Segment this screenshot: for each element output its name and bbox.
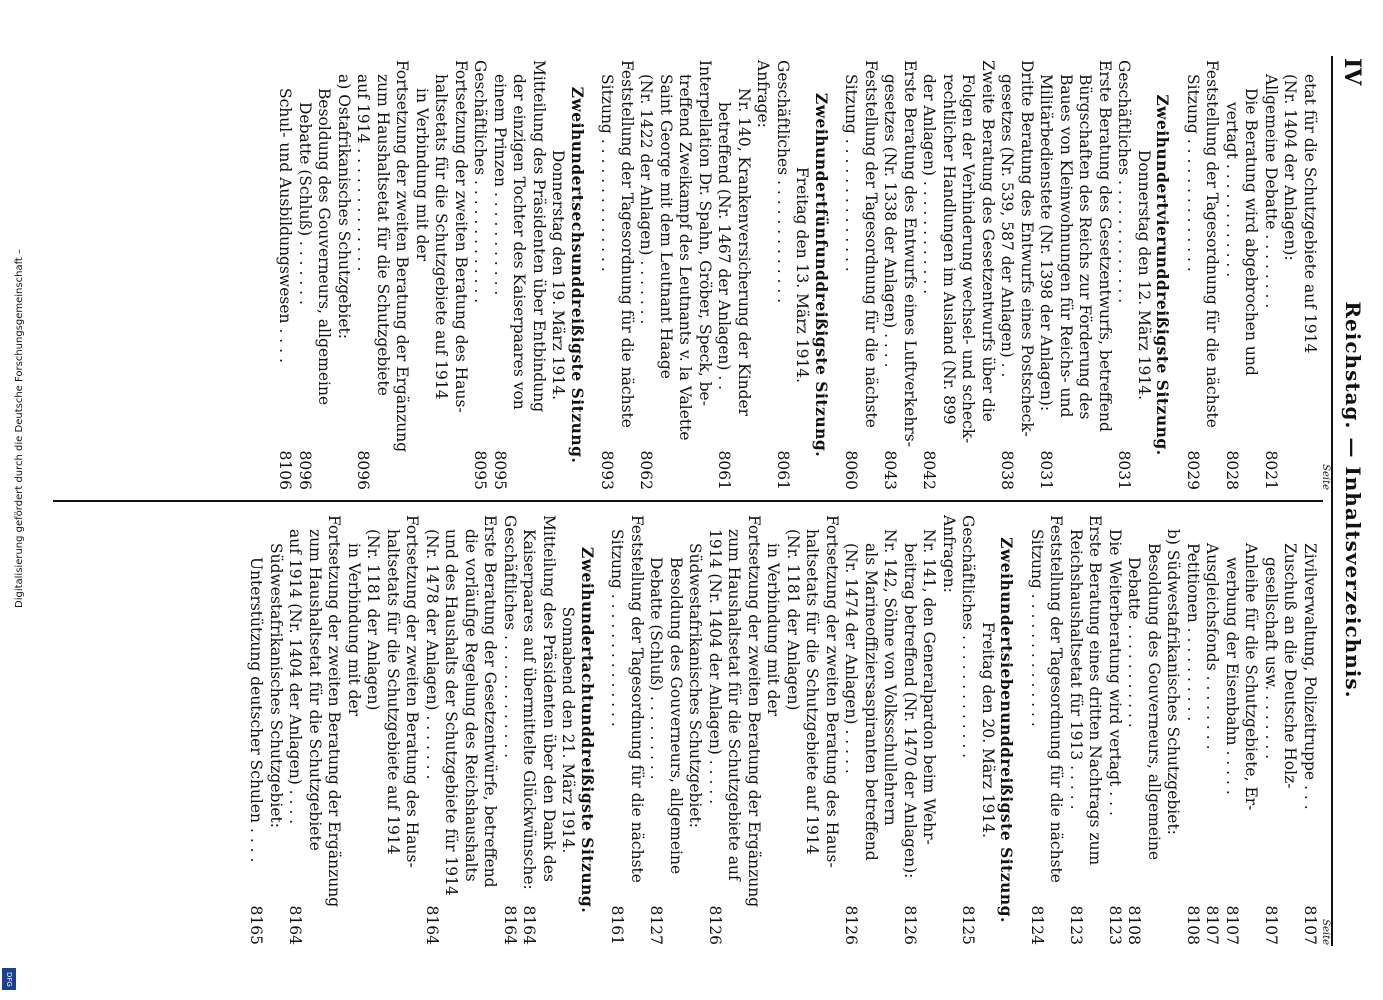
entry-text: Mitteilung des Präsidenten über den Dank des: [540, 515, 558, 882]
entry-text: Feststellung der Tagesordnung für die nächste: [1047, 515, 1066, 883]
page-ref: 8126: [901, 905, 919, 945]
page-ref: 8042: [920, 450, 939, 490]
entry-text: Sitzung . . . . . . . . . . . . . .: [598, 74, 617, 272]
entry-text: Nr. 141, den Generalpardon beim Wehr-: [920, 529, 939, 845]
entry-text: Fortsetzung der zweiten Beratung des Haus-: [823, 515, 841, 868]
entry-text: betreffend (Nr. 1467 der Anlagen) . .: [715, 102, 734, 391]
entry-text: in Verbindung mit der: [413, 88, 431, 262]
session-date: Sonnabend den 21. März 1914.: [559, 606, 578, 854]
toc-entry: [412, 60, 432, 490]
toc-entry: [1222, 60, 1242, 490]
entry-text: Allgemeine Debatte . . . . . . . .: [1262, 74, 1280, 309]
toc-entry: [363, 515, 383, 945]
toc-entry: [275, 60, 295, 490]
entry-text: Feststellung der Tagesordnung für die nächste: [1203, 60, 1222, 428]
page-ref: 8096: [296, 450, 314, 490]
page-ref: 8038: [998, 450, 1017, 490]
toc-entry: [373, 60, 393, 490]
entry-text: Fortsetzung der zweiten Beratung des Haus-: [452, 60, 470, 413]
page-ref: 8043: [881, 450, 900, 490]
page-ref: 8127: [647, 905, 666, 945]
toc-entry: [656, 60, 676, 490]
toc-entry: [1105, 515, 1125, 945]
toc-entry: [1300, 60, 1320, 490]
page-ref: 8126: [842, 905, 861, 945]
toc-entry: [617, 60, 637, 490]
entry-text: Baues von Kleinwohnungen für Reichs- und: [1057, 74, 1075, 418]
entry-text: Erste Beratung des Gesetzentwurfs, betreffend: [1096, 60, 1114, 432]
toc-entry: [353, 60, 373, 490]
page-ref: 8061: [715, 450, 734, 490]
entry-text: vertagt . . . . . . . . . . . .: [1223, 102, 1241, 278]
entry-text: Schul- und Ausbildungswesen . . . .: [276, 88, 295, 363]
entry-text: Sitzung . . . . . . . . . . . . . .: [842, 74, 861, 272]
entry-text: Geschäftliches . . . . . . . . . . . . .: [1115, 60, 1134, 304]
toc-entry: [900, 515, 920, 945]
seite-label: Seite: [1320, 464, 1331, 490]
toc-entry: [802, 515, 822, 945]
toc-entry: [1124, 515, 1144, 945]
entry-text: zum Haushaltsetat für die Schutzgebiete: [306, 529, 324, 851]
entry-text: Geschäftliches . . . . . . . . . . . . .: [471, 60, 490, 304]
session-date: Freitag den 13. März 1914.: [793, 166, 812, 384]
entry-text: Debatte (Schluß) . . . . . . .: [296, 102, 314, 305]
column-divider: [53, 500, 1323, 502]
entry-text: Anleihe für die Schutzgebiete, Er-: [1242, 543, 1261, 811]
toc-entry: [666, 515, 686, 945]
toc-entry: [861, 515, 881, 945]
page-ref: 8107: [1223, 905, 1241, 945]
toc-entry: [773, 60, 793, 490]
toc-entry: [783, 515, 803, 945]
toc-entry: [1017, 60, 1037, 490]
toc-entry: [1280, 515, 1300, 945]
toc-entry: [295, 60, 315, 490]
entry-text: die vorläufige Regelung des Reichshaushalts: [462, 529, 480, 882]
toc-entry: [919, 515, 939, 945]
page-ref: 8108: [1125, 905, 1144, 945]
toc-entry: [607, 515, 627, 945]
toc-entry: [744, 515, 764, 945]
entry-text: der einzigen Tochter des Kaiserpaares von: [510, 74, 529, 410]
entry-text: Dritte Beratung des Entwurfs eines Postscheck-: [1018, 60, 1036, 437]
page-ref: 8107: [1203, 905, 1222, 945]
page-ref: 8126: [706, 905, 724, 945]
toc-entry: [646, 515, 666, 945]
toc-entry: [597, 60, 617, 490]
entry-text: haltsetats für die Schutzgebiete auf 1914: [803, 529, 822, 855]
toc-entry: [841, 515, 861, 945]
entry-text: Fortsetzung der zweiten Beratung des Haus-: [403, 515, 422, 868]
entry-text: Feststellung der Tagesordnung für die nächste: [618, 60, 636, 428]
toc-entry: [714, 60, 734, 490]
toc-entry: [1075, 60, 1095, 490]
toc-entry: [919, 60, 939, 490]
toc-entry: [1261, 60, 1281, 490]
toc-entry: [1085, 515, 1105, 945]
toc-entry: [627, 515, 647, 945]
toc-entry: [324, 515, 344, 945]
toc-entry: [314, 60, 334, 490]
session-date: Donnerstag den 19. März 1914.: [549, 149, 568, 401]
toc-entry: [461, 515, 481, 945]
page-ref: 8107: [1301, 905, 1319, 945]
toc-entry: [1300, 515, 1320, 945]
toc-entry: [724, 515, 744, 945]
toc-entry: [900, 60, 920, 490]
toc-entry: [1056, 60, 1076, 490]
session-heading: Zweihundertvierunddreißigste Sitzung.: [1153, 94, 1173, 456]
entry-text: der Anlagen) . . . . . . . . . . . .: [920, 74, 939, 295]
entry-text: Zivilverwaltung, Polizeitruppe . . .: [1301, 543, 1319, 810]
entry-text: (Nr. 1474 der Anlagen) . . . . .: [842, 543, 861, 774]
toc-entry: [539, 515, 559, 945]
credit-text: Digitalisierung gefördert durch die Deutsche Forschungsgemeinschaft –: [14, 248, 25, 608]
session-date: Freitag den 20. März 1914.: [979, 621, 997, 839]
entry-text: Südwestafrikanisches Schutzgebiet:: [686, 543, 705, 828]
entry-text: Folgen der Verhinderung wechsel- und scheck-: [959, 74, 978, 444]
entry-text: Debatte . . . . . . . . . . .: [1125, 557, 1144, 728]
toc-entry: [1261, 515, 1281, 945]
session-heading: Zweihundertsechsunddreißigste Sitzung.: [568, 86, 587, 464]
entry-text: Besoldung des Gouverneurs, allgemeine: [1145, 543, 1163, 861]
page-ref: 8021: [1262, 450, 1280, 490]
page-ref: 8108: [1184, 905, 1202, 945]
toc-entry: [1095, 60, 1115, 490]
toc-entry: [500, 515, 520, 945]
entry-text: Geschäftliches . . . . . . . . . . . . .: [774, 60, 792, 304]
entry-text: Bürgschaften des Reichs zur Förderung des: [1076, 74, 1095, 420]
left-column: [275, 60, 1331, 490]
toc-entry: [958, 60, 978, 490]
toc-entry: [1066, 515, 1086, 945]
entry-text: Erste Beratung eines dritten Nachtrags zum: [1086, 515, 1105, 866]
entry-text: Sitzung . . . . . . . . . . . . . .: [1028, 529, 1046, 727]
toc-entry: [1202, 515, 1222, 945]
entry-text: gesellschaft usw. . . . . . . .: [1262, 557, 1280, 760]
entry-text: haltsetats für die Schutzgebiete auf 1914: [432, 74, 451, 400]
entry-text: Nr. 140, Krankenversicherung der Kinder: [735, 88, 753, 417]
entry-text: Mitteilung des Präsidenten über Entbindung: [530, 60, 548, 413]
entry-text: Feststellung der Tagesordnung für die nächste: [628, 515, 646, 883]
entry-text: Ausgleichsfonds . . . . . . . .: [1203, 543, 1222, 750]
entry-text: Anfrage:: [754, 60, 773, 128]
page-number: IV: [1339, 58, 1365, 86]
toc-entry: [383, 515, 403, 945]
page-ref: 8093: [598, 450, 617, 490]
entry-text: Die Beratung wird abgebrochen und: [1242, 88, 1261, 376]
entry-text: Fortsetzung der zweiten Beratung der Ergänzung: [325, 515, 344, 908]
toc-entry: [490, 60, 510, 490]
entry-text: als Marineoffiziersaspiranten betreffend: [862, 543, 880, 861]
entry-text: werbung der Eisenbahn . . . . .: [1223, 557, 1241, 795]
page-ref: 8123: [1067, 905, 1085, 945]
entry-text: Geschäftliches . . . . . . . . . . . . .: [959, 515, 978, 759]
entry-text: Die Weiterberatung wird vertagt . . .: [1106, 529, 1124, 816]
entry-text: Besoldung des Gouverneurs, allgemeine: [667, 557, 685, 875]
page-ref: 8164: [423, 905, 441, 945]
page-ref: 8060: [842, 450, 861, 490]
entry-text: treffend Zweikampf des Leutnants v. la Valette: [676, 74, 695, 441]
digitization-credit: [0, 0, 25, 1000]
entry-text: einem Prinzen . . . . . . . . . . .: [491, 74, 509, 296]
toc-entry: [402, 515, 422, 945]
toc-entry: [1144, 515, 1164, 945]
entry-text: Besoldung des Gouverneurs, allgemeine: [315, 88, 334, 406]
toc-entry: [431, 60, 451, 490]
toc-entry: [305, 515, 325, 945]
session-heading: Zweihundertfünfunddreißigste Sitzung.: [812, 92, 831, 458]
session-heading: Zweihundertachtunddreißigste Sitzung.: [578, 546, 597, 914]
entry-text: Petitionen . . . . . . . . . .: [1184, 543, 1202, 722]
toc-entry: [519, 515, 539, 945]
entry-text: Geschäftliches . . . . . . . . . . . . .: [501, 515, 519, 759]
toc-entry: [285, 515, 305, 945]
entry-text: a) Ostafrikanisches Schutzgebiet:: [335, 74, 353, 339]
entry-text: haltsetats für die Schutzgebiete auf 1914: [384, 529, 402, 855]
toc-entry: [1183, 515, 1203, 945]
page-ref: 8106: [276, 450, 295, 490]
toc-entry: [939, 60, 959, 490]
toc-entry: [470, 60, 490, 490]
toc-entry: [861, 60, 881, 490]
toc-entry: [334, 60, 354, 490]
page-ref: 8061: [774, 450, 792, 490]
entry-text: Zweite Beratung des Gesetzentwurfs über die: [979, 60, 997, 422]
entry-text: Debatte (Schluß) . . . . . . . . .: [647, 557, 666, 780]
page-ref: 8029: [1184, 450, 1202, 490]
entry-text: Reichshaushaltsetat für 1913 . . . . .: [1067, 529, 1085, 810]
entry-text: zum Haushaltsetat für die Schutzgebiete: [374, 74, 392, 396]
toc-entry: [841, 60, 861, 490]
entry-text: (Nr. 1404 der Anlagen):: [1281, 74, 1300, 261]
entry-text: und des Haushalts der Schutzgebiete für 1914: [442, 529, 461, 896]
entry-text: (Nr. 1478 der Anlagen) . . . . . . .: [423, 529, 441, 780]
entry-text: in Verbindung mit der: [345, 543, 363, 717]
toc-entry: [958, 515, 978, 945]
toc-entry: [1280, 60, 1300, 490]
toc-entry: [695, 60, 715, 490]
entry-text: etat für die Schutzgebiete auf 1914: [1301, 74, 1319, 354]
entry-text: gesetzes (Nr. 1338 der Anlagen) . . . .: [881, 74, 900, 368]
entry-text: beitrag betreffend (Nr. 1470 der Anlagen):: [901, 543, 919, 879]
entry-text: zum Haushaltsetat für die Schutzgebiete auf: [725, 529, 744, 881]
entry-text: Kaiserpaares auf übermittelte Glückwünsche:: [520, 529, 539, 890]
page-ref: 8165: [247, 905, 266, 945]
page-ref: 8125: [959, 905, 978, 945]
toc-entry: [1036, 60, 1056, 490]
entry-text: Interpellation Dr. Spahn, Gröber, Speck, be-: [696, 60, 714, 406]
toc-entry: [822, 515, 842, 945]
toc-entry: [705, 515, 725, 945]
toc-entry: [978, 60, 998, 490]
page-ref: 8164: [520, 905, 539, 945]
entry-text: Erste Beratung der Gesetzentwürfe, betreffend: [481, 515, 500, 888]
page-ref: 8124: [1028, 905, 1046, 945]
entry-text: b) Südwestafrikanisches Schutzgebiet:: [1164, 529, 1183, 835]
page-header: [1335, 0, 1365, 1000]
toc-entry: [763, 515, 783, 945]
page-ref: 8164: [501, 905, 519, 945]
toc-entry: [997, 60, 1017, 490]
toc-entry: [422, 515, 442, 945]
running-title: Reichstag. — Inhaltsverzeichnis.: [1341, 301, 1365, 699]
toc-entry: [880, 60, 900, 490]
toc-entry: [939, 515, 959, 945]
entry-text: auf 1914 . . . . . . . . . . . . .: [354, 74, 373, 272]
entry-text: (Nr. 1181 der Anlagen): [784, 529, 802, 711]
entry-text: (Nr. 1422 der Anlagen) . . . . . . .: [637, 74, 656, 325]
toc-entry: [266, 515, 286, 945]
toc-entry: [1241, 60, 1261, 490]
entry-text: Unterstützung deutscher Schulen . . . .: [247, 557, 266, 863]
toc-entry: [753, 60, 773, 490]
toc-entry: [392, 60, 412, 490]
page-ref: 8031: [1037, 450, 1056, 490]
entry-text: Feststellung der Tagesordnung für die nächste: [862, 60, 880, 428]
toc-entry: [344, 515, 364, 945]
entry-text: Fortsetzung der zweiten Beratung der Ergänzung: [393, 60, 412, 453]
entry-text: Sitzung . . . . . . . . . . . . . .: [608, 529, 627, 727]
toc-entry: [1222, 515, 1242, 945]
entry-text: in Verbindung mit der: [764, 543, 783, 717]
toc-entry: [734, 60, 754, 490]
right-column: [246, 515, 1331, 945]
entry-text: Anfragen:: [940, 515, 958, 593]
toc-entry: [1114, 60, 1134, 490]
toc-entry: [1046, 515, 1066, 945]
toc-entry: [529, 60, 549, 490]
session-heading: Zweihundertsiebenunddreißigste Sitzung.: [997, 537, 1017, 923]
page-ref: 8062: [637, 450, 656, 490]
toc-entry: [636, 60, 656, 490]
page-ref: 8107: [1262, 905, 1280, 945]
toc-entry: [1202, 60, 1222, 490]
page-ref: 8123: [1106, 905, 1124, 945]
toc-entry: [246, 515, 266, 945]
toc-entry: [441, 515, 461, 945]
entry-text: Zuschuß an die Deutsche Holz-: [1281, 543, 1300, 789]
right-entries: [246, 515, 1319, 945]
toc-entry: [509, 60, 529, 490]
dfg-logo: DFG: [2, 968, 16, 990]
toc-entry: [451, 60, 471, 490]
entry-text: 1914 (Nr. 1404 der Anlagen) . . . . .: [706, 529, 724, 805]
page-ref: 8031: [1115, 450, 1134, 490]
session-date: Donnerstag den 12. März 1914.: [1135, 149, 1153, 401]
toc-entry: [1027, 515, 1047, 945]
entry-text: rechtlicher Handlungen im Ausland (Nr. 899: [940, 74, 958, 425]
entry-text: gesetzes (Nr. 539, 587 der Anlagen) . .: [998, 74, 1017, 378]
entry-text: Nr. 142, Söhne von Volksschullehrern: [881, 529, 900, 826]
page-ref: 8096: [354, 450, 373, 490]
toc-entry: [1183, 60, 1203, 490]
toc-entry: [685, 515, 705, 945]
left-entries: [275, 60, 1319, 490]
entry-text: Saint George mit dem Leutnant Haage: [657, 74, 675, 379]
toc-entry: [675, 60, 695, 490]
toc-entry: [480, 515, 500, 945]
entry-text: auf 1914 (Nr. 1404 der Anlagen) . . . .: [286, 529, 305, 825]
entry-text: Sitzung . . . . . . . . . . . . . .: [1184, 74, 1202, 272]
entry-text: Erste Beratung des Entwurfs eines Luftverkehrs-: [901, 60, 919, 447]
seite-label: Seite: [1320, 919, 1331, 945]
entry-text: Südwestafrikanisches Schutzgebiet:: [267, 543, 285, 828]
toc-entry: [1241, 515, 1261, 945]
entry-text: Fortsetzung der zweiten Beratung der Ergänzung: [745, 515, 763, 908]
header-rule: [1331, 56, 1333, 946]
toc-entry: [1163, 515, 1183, 945]
page-ref: 8164: [286, 905, 305, 945]
page-ref: 8095: [491, 450, 509, 490]
toc-entry: [880, 515, 900, 945]
entry-text: (Nr. 1181 der Anlagen): [364, 529, 383, 711]
page-ref: 8161: [608, 905, 627, 945]
page-ref: 8095: [471, 450, 490, 490]
entry-text: Militärbedienstete (Nr. 1398 der Anlagen):: [1037, 74, 1056, 412]
page-ref: 8028: [1223, 450, 1241, 490]
